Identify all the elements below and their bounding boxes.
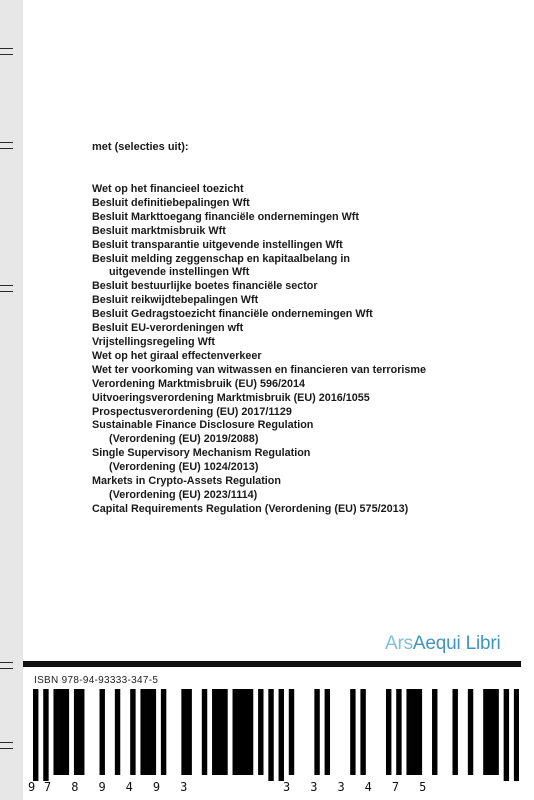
publisher-logo-part-ars: Ars [385,633,413,654]
barcode-bar [406,689,411,775]
contents-item-text: Vrijstellingsregeling Wft [92,335,215,348]
contents-item-text: Uitvoeringsverordening Marktmisbruik (EU) 2016/1055 [92,391,370,404]
contents-item-text: Besluit EU-verordeningen wft [92,322,244,335]
barcode-bar [350,689,355,775]
barcode-bar [238,689,243,775]
barcode-bar [115,689,120,775]
contents-item-text: Besluit transparantie uitgevende instellingen Wft [92,238,343,251]
barcode-bar [452,689,457,775]
contents-item-continuation: uitgevende instellingen Wft [109,266,250,279]
contents-item-text: Single Supervisory Mechanism Regulation [92,447,311,460]
contents-item-text: Besluit bestuurlijke boetes financiële sector [92,280,318,293]
barcode-bar [504,689,509,781]
barcode-bar [74,689,79,775]
ean-left-group: 789493 [44,780,208,794]
contents-item-text: Sustainable Finance Disclosure Regulation [92,419,314,432]
contents-item-continuation: (Verordening (EU) 2023/1114) [109,488,258,501]
contents-item [92,239,426,253]
contents-item [92,308,426,322]
barcode-bar [314,689,319,775]
barcode-bar [59,689,64,775]
barcode-bar [468,689,473,775]
barcode-bar [43,689,48,781]
contents-item-text: Wet ter voorkoming van witwassen en financieren van terrorisme [92,363,427,376]
contents-item [92,475,426,503]
crop-mark [0,142,13,149]
barcode-bar [396,689,401,775]
contents-item [92,392,426,406]
barcode-bar [417,689,422,775]
contents-item-text: Besluit melding zeggenschap en kapitaalbelang in [92,252,350,265]
contents-item [92,225,426,239]
barcode-bar [279,689,284,781]
barcode-bar [186,689,191,775]
contents-item [92,197,426,211]
contents-item [92,211,426,225]
contents-item-text: Markets in Crypto-Assets Regulation [92,475,281,488]
barcode-bar [386,689,391,775]
crop-mark [0,742,13,749]
contents-item-text: Wet op het giraal effectenverkeer [92,349,262,362]
contents-item [92,350,426,364]
contents-item [92,322,426,336]
barcode-bar [181,689,186,775]
contents-item [92,280,426,294]
contents-item [92,253,426,281]
contents-item-continuation: (Verordening (EU) 2019/2088) [109,433,259,446]
contents-heading: met (selecties uit): [92,141,189,153]
barcode-bar [212,689,217,775]
barcode-bar [146,689,151,775]
barcode-bar [64,689,69,775]
contents-item-text: Besluit Gedragstoezicht financiële ondernemingen Wft [92,308,373,321]
contents-item-text: Capital Requirements Regulation (Verordening (EU) 575/2013) [92,502,409,515]
barcode-bar [268,689,273,781]
ean-barcode [33,689,519,781]
barcode-bar [100,689,105,775]
barcode-bar [289,689,294,775]
barcode-bar [412,689,417,775]
barcode-bar [222,689,227,775]
ean-right-group: 333475 [283,780,447,794]
contents-item [92,364,426,378]
contents-item-text: Besluit Markttoegang financiële ondernemingen Wft [92,210,359,223]
barcode-bar [360,689,365,775]
barcode-bar [233,689,238,775]
contents-item-text: Prospectusverordening (EU) 2017/1129 [92,405,292,418]
barcode-bar [140,689,145,775]
horizontal-rule [23,661,521,667]
barcode-bar [493,689,498,775]
contents-item [92,294,426,308]
barcode-bar [53,689,58,775]
barcode-bar [79,689,84,775]
barcode-bar [488,689,493,775]
contents-item-text: Besluit marktmisbruik Wft [92,224,226,237]
contents-item-continuation: (Verordening (EU) 1024/2013) [109,461,259,474]
contents-item [92,406,426,420]
contents-list [92,183,426,517]
crop-mark [0,662,13,669]
barcode-bar [151,689,156,775]
barcode-bar [130,689,135,775]
barcode-bar [325,689,330,775]
crop-mark [0,285,13,292]
isbn-label: ISBN 978-94-93333-347-5 [34,675,159,686]
barcode-bar [432,689,437,775]
barcode-bar [258,689,263,775]
contents-item [92,378,426,392]
barcode-bar [483,689,488,775]
barcode-bar [248,689,253,775]
contents-item-text: Verordening Marktmisbruik (EU) 596/2014 [92,377,306,390]
contents-item-text: Besluit definitiebepalingen Wft [92,196,250,209]
publisher-logo [385,633,500,655]
contents-item [92,336,426,350]
contents-item-text: Wet op het financieel toezicht [92,183,244,195]
barcode-bar [514,689,519,781]
contents-item [92,183,426,197]
contents-item [92,419,426,447]
contents-item-text: Besluit reikwijdtebepalingen Wft [92,294,259,307]
publisher-logo-part-aequi-libri: Aequi Libri [412,633,501,654]
ean-first-digit: 9 [28,780,36,794]
barcode-bar [217,689,222,775]
barcode-bar [243,689,248,775]
barcode-bar [33,689,38,781]
contents-item [92,503,426,517]
barcode-bar [202,689,207,775]
barcode-bar [161,689,166,775]
contents-item [92,447,426,475]
crop-mark [0,48,13,55]
